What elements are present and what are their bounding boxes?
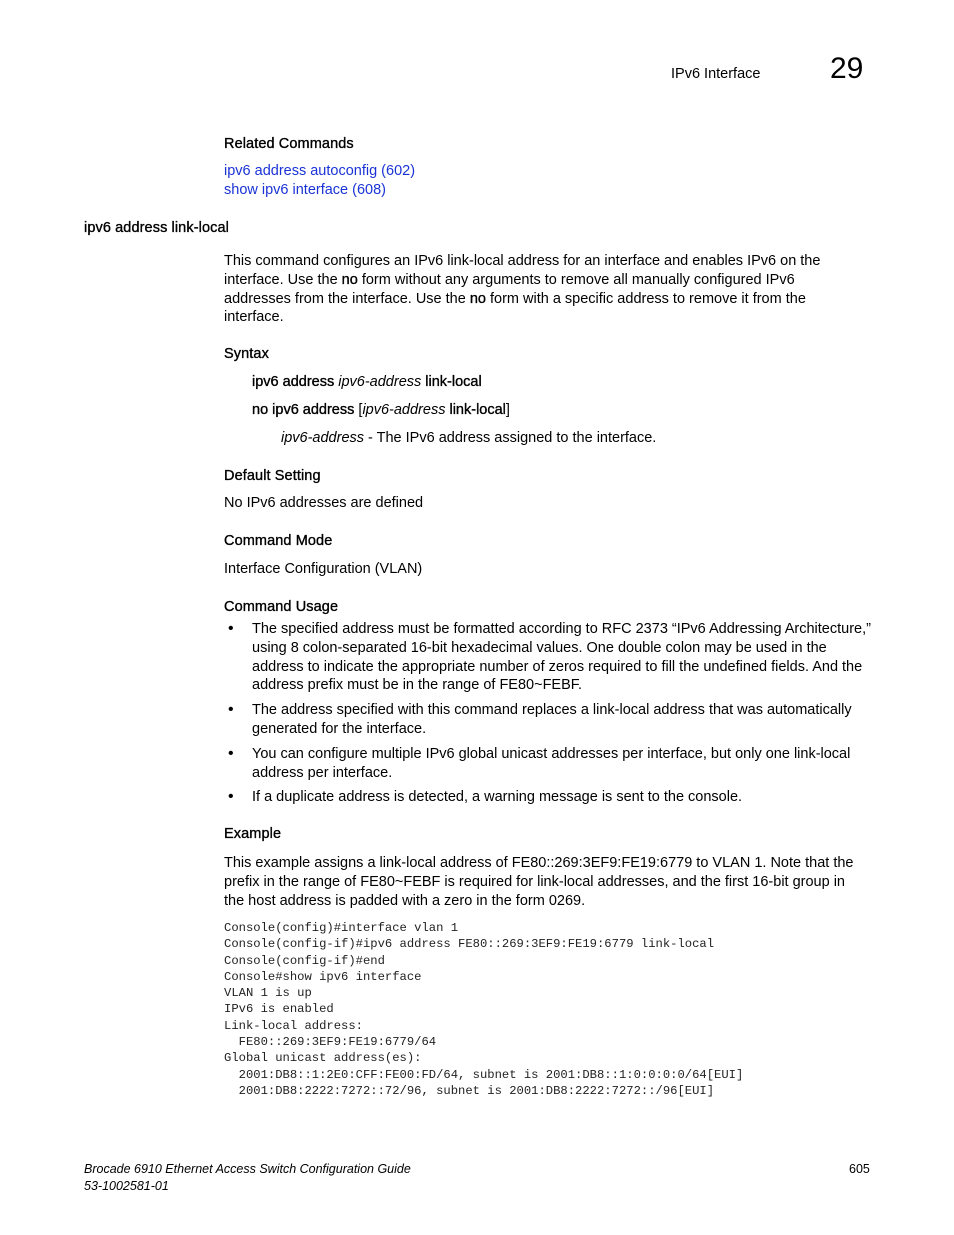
bullet-icon: •	[228, 788, 234, 805]
no-keyword: no	[341, 271, 358, 288]
bullet-icon: •	[228, 701, 234, 718]
syntax-parameter: ipv6-address - The IPv6 address assigned to the interface.	[281, 430, 657, 446]
example-text: This example assigns a link-local address of FE80::269:3EF9:FE19:6779 to VLAN 1. Note that the prefix in the range of FE80~FEBF is required for link-local addresses, and the first 16-bit group in the host address is padded with a zero in the form 0269.	[224, 855, 854, 909]
default-setting-text: No IPv6 addresses are defined	[224, 495, 424, 511]
command-mode-heading: Command Mode	[224, 533, 333, 549]
related-link-show-interface[interactable]: show ipv6 interface (608)	[224, 182, 386, 198]
no-keyword: no	[469, 290, 486, 307]
related-link-autoconfig[interactable]: ipv6 address autoconfig (602)	[224, 163, 416, 179]
command-description	[224, 252, 869, 327]
description-line-1: This command configures an IPv6 link-local address for an interface and enables IPv6 on the	[224, 253, 821, 269]
command-heading: ipv6 address link-local	[84, 220, 229, 236]
description-line-2: interface. Use the no form without any arguments to remove all manually configured IPv6	[224, 271, 795, 288]
syntax-line-2: no ipv6 address [ipv6-address link-local]	[252, 402, 510, 418]
section-title: IPv6 Interface	[671, 66, 761, 82]
command-mode-text: Interface Configuration (VLAN)	[224, 561, 423, 577]
footer-doc-number: 53-1002581-01	[84, 1179, 169, 1193]
syntax-heading: Syntax	[224, 346, 269, 362]
footer-guide-title: Brocade 6910 Ethernet Access Switch Configuration Guide	[84, 1162, 411, 1176]
list-item: • You can configure multiple IPv6 global unicast addresses per interface, but only one link-local address per interface.	[228, 745, 851, 781]
example-code-block: Console(config)#interface vlan 1 Console(config-if)#ipv6 address FE80::269:3EF9:FE19:6779 link-local Console(config-if)#end Console#show ipv6 interface VLAN 1 is up IPv6 is enabled Link-local address: FE80::269:3EF9:FE19:6779/64 Global unicast address(es): 2001:DB8::1:2E0:CFF:FE00:FD/64, subnet is 2001:DB8::1:0:0:0:0/64[EUI] 2001:DB8:2222:7272::72/96, subnet is 2001:DB8:2222:7272::/96[EUI]	[224, 921, 744, 1098]
list-item: • The address specified with this command replaces a link-local address that was automatically generated for the interface.	[228, 701, 852, 737]
command-usage-heading: Command Usage	[224, 599, 339, 615]
list-item: • If a duplicate address is detected, a warning message is sent to the console.	[228, 788, 743, 805]
chapter-number: 29	[830, 52, 864, 85]
related-commands-heading: Related Commands	[224, 136, 354, 152]
footer-page-number: 605	[849, 1162, 870, 1176]
bullet-icon: •	[228, 620, 234, 637]
description-line-4: interface.	[224, 309, 284, 326]
default-setting-heading: Default Setting	[224, 468, 321, 484]
list-item: • The specified address must be formatted according to RFC 2373 “IPv6 Addressing Architecture,” using 8 colon-separated 16-bit hexadecimal values. One double colon may be used in the address to indicate the appropriate number of zeros required to fill the undefined fields. And the address prefix must be in the range of FE80~FEBF.	[228, 620, 871, 694]
syntax-line-1: ipv6 address ipv6-address link-local	[252, 374, 482, 390]
bullet-icon: •	[228, 745, 234, 762]
description-line-3: addresses from the interface. Use the no form with a specific address to remove it from the	[224, 290, 806, 307]
example-heading: Example	[224, 826, 282, 842]
